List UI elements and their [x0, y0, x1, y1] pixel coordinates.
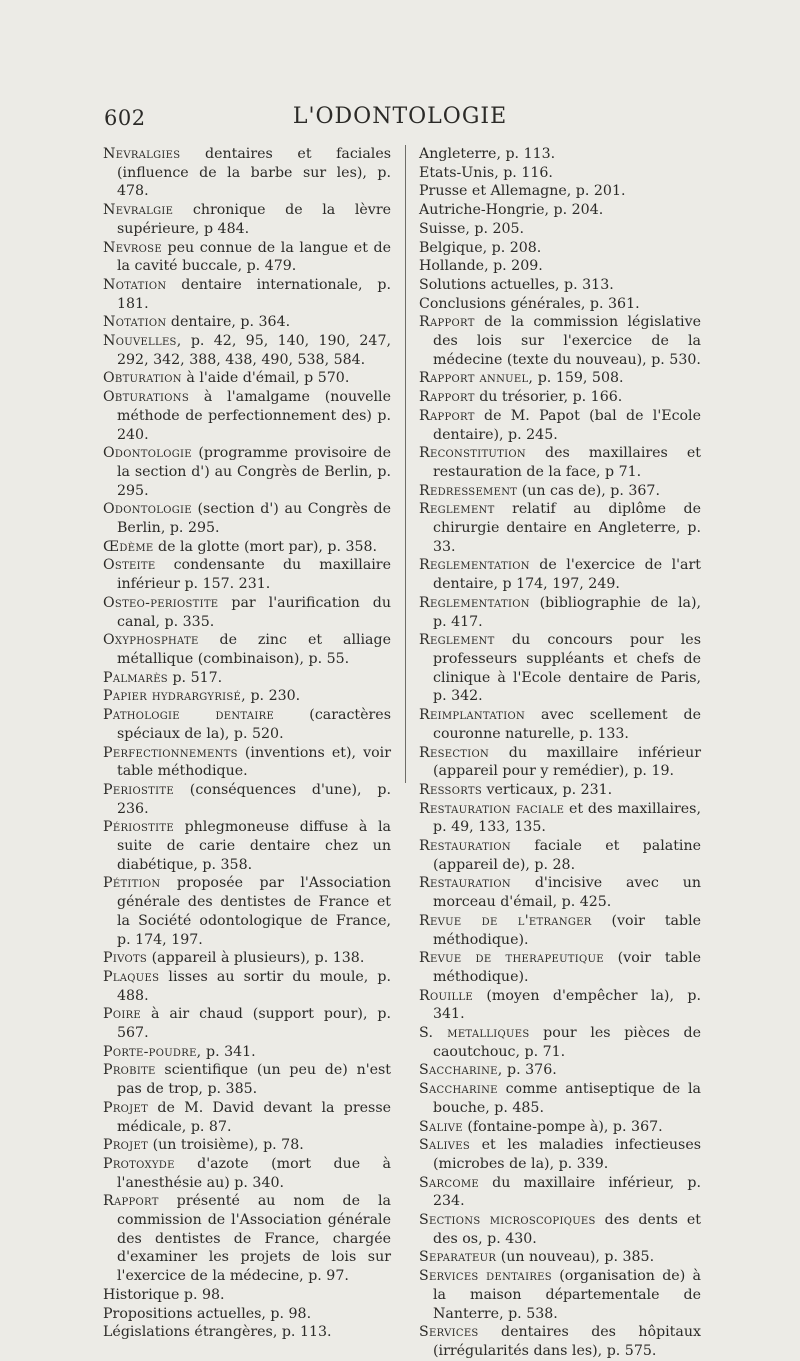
index-entry — [419, 482, 701, 501]
page-header — [100, 100, 700, 134]
index-entry — [103, 1323, 391, 1342]
entry-text: faciale et palatine (appareil de), p. 28. — [433, 838, 701, 873]
index-entry — [103, 669, 391, 688]
index-entry — [103, 1305, 391, 1324]
index-entry — [103, 1061, 391, 1098]
index-entry — [419, 912, 701, 949]
entry-lead: Porte-poudre, — [103, 1043, 202, 1060]
entry-text: Suisse, p. 205. — [419, 220, 525, 237]
entry-text: de la glotte (mort par), p. 358. — [153, 538, 378, 555]
entry-lead: Rouille — [419, 987, 473, 1004]
index-entry — [103, 687, 391, 706]
entry-text: condensante du maxillaire inférieur p. 157. 231. — [117, 557, 391, 593]
index-entry — [103, 369, 391, 388]
entry-text: d'incisive avec un morceau d'émail, p. 425. — [433, 875, 701, 911]
index-entry — [103, 556, 391, 593]
entry-text: Historique p. 98. — [103, 1286, 225, 1303]
entry-lead: Osteo-periostite — [103, 594, 219, 611]
entry-text: et des maxillaires, p. 49, 133, 135. — [433, 800, 701, 836]
index-entry — [419, 631, 701, 706]
entry-lead: Periostite — [103, 781, 174, 798]
entry-lead: Redressement — [419, 482, 518, 499]
index-entry — [419, 145, 701, 164]
index-entry — [103, 1192, 391, 1286]
entry-text: du maxillaire inférieur, p. 234. — [433, 1174, 701, 1210]
index-entry — [419, 1061, 701, 1080]
entry-lead: Rapport annuel, — [419, 370, 534, 387]
index-entry — [419, 949, 701, 986]
entry-text: (inventions et), voir table méthodique. — [117, 744, 391, 780]
entry-lead: Périostite — [103, 819, 174, 836]
entry-text: à l'aide d'émail, p 570. — [181, 370, 350, 387]
entry-lead: Ressorts — [419, 781, 482, 798]
entry-lead: Reglementation — [419, 594, 530, 611]
entry-text: p. 376. — [502, 1062, 557, 1079]
entry-lead: Reglement — [419, 632, 495, 649]
entry-text: Législations étrangères, p. 113. — [103, 1324, 332, 1341]
entry-lead: Projet — [103, 1099, 149, 1116]
index-entry — [103, 631, 391, 668]
entry-lead: Rapport — [419, 407, 475, 424]
entry-text: scientifique (un peu de) n'est pas de trop, p. 385. — [117, 1062, 391, 1098]
entry-text: (caractères spéciaux de la), p. 520. — [117, 707, 391, 742]
index-entry — [419, 220, 701, 239]
index-entry — [103, 239, 391, 276]
index-entry — [419, 594, 701, 631]
entry-lead: Protoxyde — [103, 1155, 175, 1172]
entry-text: du trésorier, p. 166. — [474, 389, 623, 406]
entry-text: par l'aurification du canal, p. 335. — [117, 594, 391, 630]
index-entry — [419, 407, 701, 444]
entry-text: (voir table méthodique). — [433, 950, 702, 985]
entry-text: p. 42, 95, 140, 190, 247, 292, 342, 388, 438, 490, 538, 584. — [117, 333, 391, 368]
entry-text: (un cas de), p. 367. — [517, 482, 660, 499]
entry-text: peu connue de la langue et de la cavité buccale, p. 479. — [117, 239, 391, 275]
index-entry — [103, 818, 391, 874]
entry-lead: Services dentaires — [419, 1268, 552, 1285]
index-entry — [419, 276, 701, 295]
entry-lead: Osteite — [103, 557, 156, 574]
entry-lead: Rapport — [103, 1193, 159, 1210]
index-entry — [103, 313, 391, 332]
entry-lead: Rapport — [419, 314, 475, 331]
entry-text: (un troisième), p. 78. — [148, 1137, 304, 1154]
entry-text: à l'amalgame (nouvelle méthode de perfectionnement des) p. 240. — [117, 389, 391, 443]
entry-lead: Nevralgie — [103, 202, 174, 219]
entry-text: des dents et des os, p. 430. — [433, 1212, 701, 1247]
entry-lead: Nouvelles, — [103, 333, 182, 350]
entry-lead: Probite — [103, 1062, 156, 1079]
index-entry — [103, 874, 391, 949]
entry-text: à air chaud (support pour), p. 567. — [117, 1006, 391, 1042]
entry-text: (section d') au Congrès de Berlin, p. 295. — [117, 501, 391, 537]
entry-text: (bibliographie de la), p. 417. — [433, 594, 701, 630]
index-entry — [103, 145, 391, 201]
entry-lead: Nevralgies — [103, 146, 181, 162]
index-entry — [419, 837, 701, 874]
index-entry — [103, 444, 391, 500]
index-entry — [419, 1080, 701, 1117]
index-entry — [103, 781, 391, 818]
entry-lead: Restauration faciale — [419, 800, 565, 817]
entry-lead: Papier hydrargyrisé, — [103, 688, 246, 705]
entry-lead: Obturations — [103, 389, 190, 406]
entry-text: phlegmoneuse diffuse à la suite de carie dentaire chez un diabétique, p. 358. — [117, 819, 391, 873]
entry-lead: Reglement — [419, 501, 495, 518]
index-entry — [419, 1136, 701, 1173]
index-entry — [103, 201, 391, 238]
entry-lead: Rapport — [419, 389, 475, 406]
entry-lead: Palmarès — [103, 669, 168, 686]
entry-text: de la commission législative des lois sur l'exercice de la médecine (texte du nouveau), p. 530. — [433, 314, 701, 368]
index-entry — [419, 744, 701, 781]
entry-lead: Salives — [419, 1137, 471, 1154]
entry-lead: Resection — [419, 744, 490, 761]
index-entry — [419, 444, 701, 481]
index-entry — [103, 332, 391, 369]
index-entry — [419, 800, 701, 837]
entry-lead: Perfectionnements — [103, 744, 238, 761]
index-entry — [103, 744, 391, 781]
page-number: 602 — [104, 106, 146, 130]
entry-lead: Revue de l'etranger — [419, 912, 592, 929]
entry-lead: Reimplantation — [419, 707, 526, 724]
entry-lead: Sections microscopiques — [419, 1212, 596, 1229]
index-entry — [419, 1267, 701, 1323]
entry-text: de M. David devant la presse médicale, p. 87. — [117, 1099, 391, 1135]
index-entry — [103, 1043, 391, 1062]
index-entry — [419, 781, 701, 800]
entry-text: Solutions actuelles, p. 313. — [419, 276, 614, 293]
entry-text: Angleterre, p. 113. — [419, 146, 556, 162]
index-entry — [419, 1211, 701, 1248]
entry-text: du concours pour les professeurs suppléants et chefs de clinique à l'Ecole dentaire de Paris, p. 342. — [433, 632, 701, 705]
index-entry — [103, 1155, 391, 1192]
index-entry — [419, 257, 701, 276]
entry-lead: Reconstitution — [419, 445, 526, 462]
index-entry — [419, 295, 701, 314]
index-entry — [419, 1118, 701, 1137]
index-entry — [103, 1286, 391, 1305]
entry-text: (un nouveau), p. 385. — [496, 1249, 655, 1266]
running-title: L'ODONTOLOGIE — [292, 104, 508, 129]
index-entry — [419, 239, 701, 258]
entry-lead: Restauration — [419, 838, 511, 855]
entry-lead: Saccharine, — [419, 1062, 503, 1079]
entry-text: dentaires et faciales (influence de la barbe sur les), p. 478. — [117, 146, 391, 200]
entry-text: p. 517. — [167, 669, 223, 686]
entry-text: (moyen d'empêcher la), p. 341. — [433, 987, 701, 1023]
entry-lead: Services — [419, 1324, 479, 1341]
entry-text: (voir table méthodique). — [433, 912, 701, 948]
entry-lead: Pivots — [103, 950, 148, 967]
entry-lead: Restauration — [419, 875, 511, 892]
index-entry — [419, 1024, 701, 1061]
entry-text: dentaire, p. 364. — [166, 314, 291, 331]
entry-lead: Odontologie — [103, 445, 192, 462]
index-entry — [419, 1174, 701, 1211]
entry-lead: Sarcome — [419, 1174, 479, 1191]
entry-lead: Notation — [103, 276, 167, 293]
entry-lead: S. metalliques — [419, 1025, 530, 1042]
entry-lead: Pétition — [103, 875, 161, 892]
index-entry — [103, 538, 391, 557]
entry-text: présenté au nom de la commission de l'Association générale des dentistes de France, chargée d'examiner les projets de lois sur l'exercice de la médecine, p. 97. — [117, 1193, 391, 1285]
index-entry — [419, 987, 701, 1024]
entry-text: Etats-Unis, p. 116. — [419, 164, 553, 181]
entry-text: de zinc et alliage métallique (combinaison), p. 55. — [117, 632, 391, 667]
entry-text: dentaire internationale, p. 181. — [117, 276, 391, 312]
entry-lead: Notation — [103, 314, 167, 331]
entry-text: Hollande, p. 209. — [419, 258, 543, 275]
entry-lead: Œdème — [103, 538, 154, 555]
entry-text: Prusse et Allemagne, p. 201. — [419, 183, 626, 200]
entry-text: de M. Papot (bal de l'Ecole dentaire), p. 245. — [433, 407, 701, 443]
index-entry — [419, 313, 701, 369]
entry-text: lisses au sortir du moule, p. 488. — [117, 968, 391, 1004]
entry-text: (organisation de) à la maison départementale de Nanterre, p. 538. — [433, 1268, 701, 1322]
index-entry — [103, 949, 391, 968]
index-entry — [419, 706, 701, 743]
index-entry — [103, 968, 391, 1005]
index-entry — [419, 1248, 701, 1267]
index-entry — [419, 201, 701, 220]
entry-text: relatif au diplôme de chirurgie dentaire en Angleterre, p. 33. — [433, 501, 701, 555]
entry-lead: Poire — [103, 1006, 142, 1023]
right-column — [419, 145, 701, 1361]
entry-lead: Odontologie — [103, 501, 192, 518]
entry-text: Autriche-Hongrie, p. 204. — [419, 202, 604, 219]
entry-text: (appareil à plusieurs), p. 138. — [147, 950, 365, 967]
entry-text: verticaux, p. 231. — [481, 781, 613, 798]
column-divider — [405, 145, 406, 783]
entry-text: avec scellement de couronne naturelle, p. 133. — [433, 707, 701, 742]
index-entry — [419, 1323, 701, 1360]
entry-text: p. 341. — [201, 1043, 256, 1060]
entry-lead: Reglementation — [419, 557, 530, 574]
entry-text: p. 159, 508. — [533, 370, 624, 387]
entry-text: Belgique, p. 208. — [419, 239, 542, 256]
entry-lead: Revue de therapeutique — [419, 950, 604, 967]
index-columns — [103, 145, 703, 1359]
index-entry — [103, 1005, 391, 1042]
index-entry — [103, 276, 391, 313]
entry-text: p. 230. — [245, 688, 301, 705]
entry-text: chronique de la lèvre supérieure, p 484. — [117, 202, 391, 237]
entry-text: (fontaine-pompe à), p. 367. — [462, 1118, 663, 1135]
index-entry — [103, 706, 391, 743]
entry-text: pour les pièces de caoutchouc, p. 71. — [433, 1025, 701, 1060]
entry-text: comme antiseptique de la bouche, p. 485. — [433, 1081, 701, 1116]
entry-text: d'azote (mort due à l'anesthésie au) p. 340. — [117, 1155, 391, 1191]
entry-text: Conclusions générales, p. 361. — [419, 295, 640, 312]
entry-lead: Nevrose — [103, 239, 162, 256]
entry-text: (conséquences d'une), p. 236. — [117, 781, 391, 817]
index-entry — [419, 164, 701, 183]
index-entry — [103, 388, 391, 444]
left-column — [103, 145, 391, 1342]
entry-lead: Projet — [103, 1137, 149, 1154]
index-entry — [103, 594, 391, 631]
entry-text: des maxillaires et restauration de la face, p 71. — [433, 445, 701, 480]
entry-text: Propositions actuelles, p. 98. — [103, 1305, 312, 1322]
index-entry — [419, 369, 701, 388]
entry-lead: Oxyphosphate — [103, 632, 199, 649]
entry-lead: Obturation — [103, 370, 182, 387]
index-entry — [419, 388, 701, 407]
index-entry — [419, 556, 701, 593]
entry-lead: Saccharine — [419, 1081, 498, 1098]
entry-text: proposée par l'Association générale des dentistes de France et la Société odontologique de France, p. 174, 197. — [117, 875, 391, 948]
index-entry — [419, 500, 701, 556]
entry-lead: Separateur — [419, 1249, 497, 1266]
entry-lead: Plaques — [103, 968, 160, 985]
entry-text: dentaires des hôpitaux (irrégularités dans les), p. 575. — [433, 1324, 701, 1359]
entry-text: du maxillaire inférieur (appareil pour y remédier), p. 19. — [433, 744, 701, 780]
entry-lead: Salive — [419, 1118, 463, 1135]
entry-text: de l'exercice de l'art dentaire, p 174, 197, 249. — [433, 557, 701, 593]
index-entry — [103, 1136, 391, 1155]
entry-text: et les maladies infectieuses (microbes de la), p. 339. — [433, 1137, 701, 1172]
entry-text: (programme provisoire de la section d') au Congrès de Berlin, p. 295. — [117, 445, 391, 499]
entry-lead: Pathologie dentaire — [103, 707, 275, 724]
index-entry — [419, 874, 701, 911]
index-entry — [419, 182, 701, 201]
index-entry — [103, 500, 391, 537]
index-entry — [103, 1099, 391, 1136]
